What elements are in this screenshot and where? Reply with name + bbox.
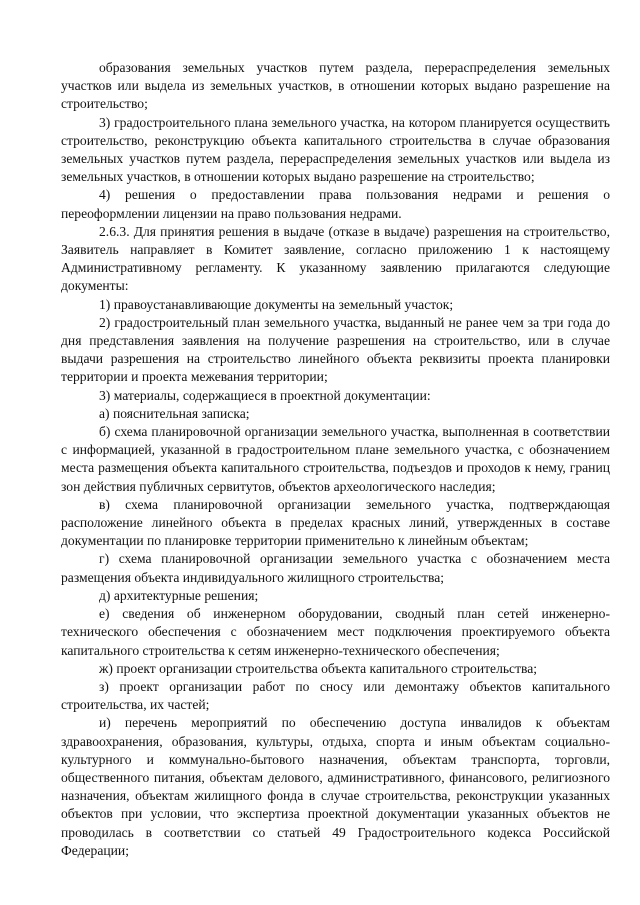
paragraph-doc-3z: з) проект организации работ по сносу или демонтажу объектов капитального строительства, их частей; bbox=[61, 678, 610, 713]
paragraph-doc-2: 2) градостроительный план земельного участка, выданный не ранее чем за три года до дня представления заявления на получение разрешения на строительство, или в случае выдачи разрешения на строительство линейного объекта реквизиты проекта планировки территории и проекта межевания территории; bbox=[61, 314, 610, 385]
paragraph-section-2-6-3: 2.6.3. Для принятия решения в выдаче (отказе в выдаче) разрешения на строительство, Заявитель направляет в Комитет заявление, согласно приложению 1 к настоящему Административному регламенту. К указанному заявлению прилагаются следующие документы: bbox=[61, 223, 610, 294]
paragraph-doc-3d: д) архитектурные решения; bbox=[99, 587, 259, 603]
paragraph-item-3-gradplan: 3) градостроительного плана земельного участка, на котором планируется осуществить строительство, реконструкцию объекта капитального строительства в случае образования земельных участков путем раздела, перераспределения земельных участков или выдела из земельных участков, в отношении которых выдано разрешение на строительство; bbox=[61, 114, 610, 185]
document-page bbox=[61, 59, 610, 860]
paragraph-doc-3e: е) сведения об инженерном оборудовании, сводный план сетей инженерно-технического обеспечения с обозначением мест подключения проектируемого объекта капитального строительства к сетям инженерно-технического обеспечения; bbox=[61, 606, 610, 658]
paragraph-doc-3b: б) схема планировочной организации земельного участка, выполненная в соответствии с информацией, указанной в градостроительном плане земельного участка, с обозначением места размещения объекта капитального строительства, подъездов и проходов к нему, границ зон действия публичных сервитутов, объектов археологического наследия; bbox=[61, 424, 610, 494]
paragraph-item-4-nedra: 4) решения о предоставлении права пользования недрами и решения о переоформлении лицензии на право пользования недрами. bbox=[61, 187, 610, 221]
paragraph-doc-3i: и) перечень мероприятий по обеспечению доступа инвалидов к объектам здравоохранения, образования, культуры, отдыха, спорта и иным объектам социально-культурного и коммунально-бытового назначения, объектам транспорта, торговли, общественного питания, объектам делового, административного, финансового, религиозного назначения, объектам жилищного фонда в случае строительства, реконструкции указанных объектов при условии, что экспертиза проектной документации указанных объектов не проводилась в соответствии со статьей 49 Градостроительного кодекса Российской Федерации; bbox=[61, 715, 610, 858]
paragraph-continuation: образования земельных участков путем раздела, перераспределения земельных участков или выдела из земельных участков, в отношении которых выдано разрешение на строительство; bbox=[61, 60, 610, 112]
paragraph-doc-3v: в) схема планировочной организации земельного участка, подтверждающая расположение линейного объекта в пределах красных линий, утвержденных в составе документации по планировке территории применительно к линейным объектам; bbox=[61, 496, 610, 549]
paragraph-doc-3g: г) схема планировочной организации земельного участка с обозначением места размещения объекта индивидуального жилищного строительства; bbox=[61, 551, 610, 585]
paragraph-doc-1: 1) правоустанавливающие документы на земельный участок; bbox=[99, 296, 454, 312]
paragraph-doc-3a: а) пояснительная записка; bbox=[99, 405, 250, 421]
paragraph-doc-3: 3) материалы, содержащиеся в проектной документации: bbox=[99, 387, 431, 403]
paragraph-doc-3zh: ж) проект организации строительства объекта капитального строительства; bbox=[99, 660, 538, 676]
